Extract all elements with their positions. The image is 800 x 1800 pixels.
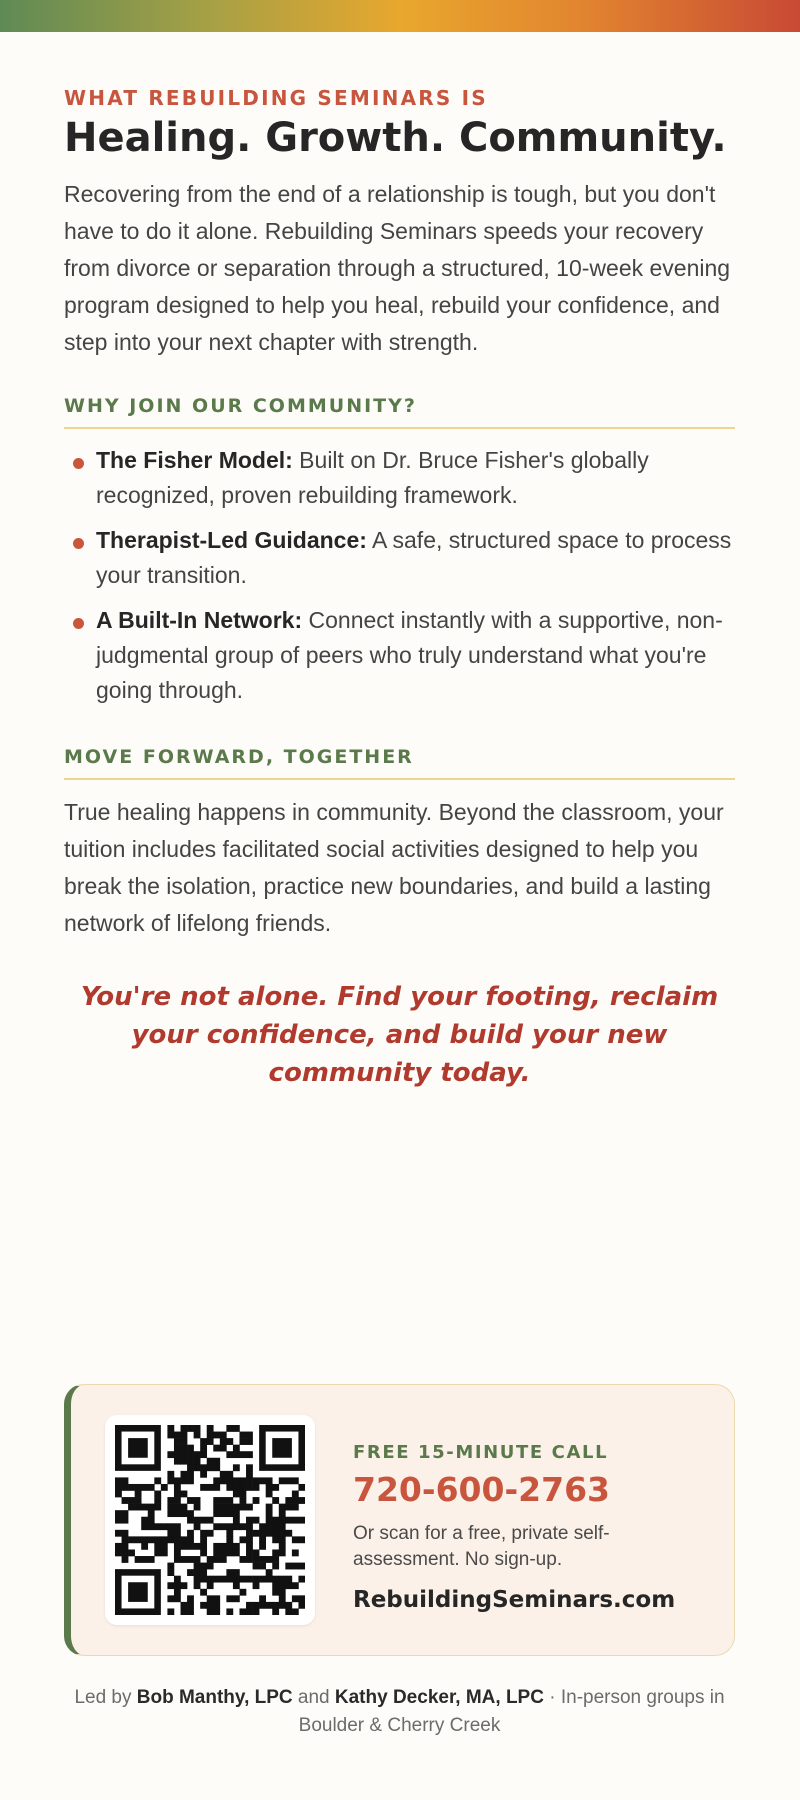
leader-name-1: Bob Manthy, LPC (136, 1687, 293, 1708)
footer-prefix: Led by (74, 1687, 137, 1708)
why-section (64, 395, 735, 708)
main-content (64, 84, 735, 1092)
footer-location: · In-person groups in Boulder & Cherry Creek (298, 1687, 725, 1736)
contact-card (64, 1384, 735, 1656)
closing-quote: You're not alone. Find your footing, reclaim your confidence, and build your new community today. (80, 982, 719, 1088)
list-item (64, 523, 735, 593)
list-item (64, 603, 735, 708)
list-item-label: A Built-In Network: (96, 607, 303, 633)
move-paragraph: True healing happens in community. Beyond the classroom, your tuition includes facilitated social activities designed to help you break the isolation, practice new boundaries, and build a lasting network of lifelong friends. (64, 799, 724, 936)
qr-code-icon[interactable] (105, 1415, 315, 1625)
benefits-list (64, 443, 735, 708)
list-item-text: Built on Dr. Bruce Fisher's globally recognized, proven rebuilding framework. (96, 447, 649, 508)
cta-label: FREE 15-MINUTE CALL (353, 1442, 609, 1463)
bullet-dot-icon (73, 538, 84, 549)
cta-block (353, 1441, 713, 1613)
why-heading: WHY JOIN OUR COMMUNITY? (64, 395, 735, 429)
intro-paragraph: Recovering from the end of a relationship is tough, but you don't have to do it alone. Rebuilding Seminars speeds your recovery from divorce or separation through a structured, 10-week evening program designed to help you heal, rebuild your confidence, and step into your next chapter with strength. (64, 181, 731, 355)
list-item (64, 443, 735, 513)
page-title: Healing. Growth. Community. (64, 115, 727, 161)
top-gradient-bar (0, 0, 800, 32)
list-item-label: Therapist-Led Guidance: (96, 527, 367, 553)
footer-credits (64, 1684, 735, 1740)
list-item-text: A safe, structured space to process your transition. (96, 527, 732, 588)
cta-note: Or scan for a free, private self-assessment. No sign-up. (353, 1523, 610, 1570)
intro-eyebrow: WHAT REBUILDING SEMINARS IS (64, 86, 488, 110)
move-section (64, 746, 735, 942)
leader-name-2: Kathy Decker, MA, LPC (334, 1687, 544, 1708)
list-item-label: The Fisher Model: (96, 447, 293, 473)
move-heading: MOVE FORWARD, TOGETHER (64, 746, 735, 780)
footer-joiner: and (292, 1687, 335, 1708)
website-link[interactable]: RebuildingSeminars.com (353, 1587, 676, 1613)
qr-code-graphic (115, 1425, 305, 1615)
list-item-text: Connect instantly with a supportive, non-judgmental group of peers who truly understand what you're going through. (96, 607, 723, 703)
bullet-dot-icon (73, 458, 84, 469)
bullet-dot-icon (73, 618, 84, 629)
phone-number-link[interactable]: 720-600-2763 (353, 1470, 611, 1509)
